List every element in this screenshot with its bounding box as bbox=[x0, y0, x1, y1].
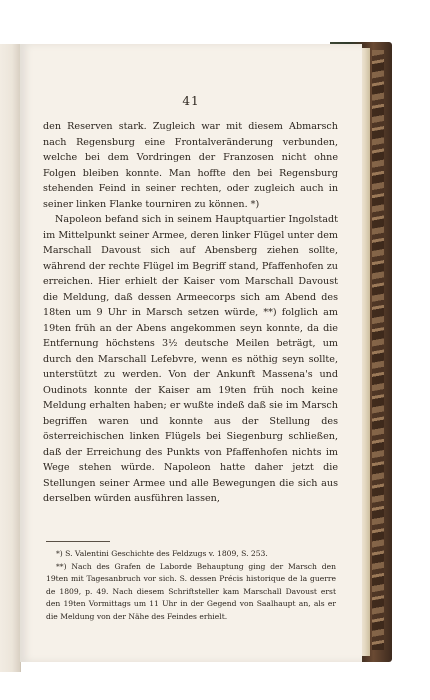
page-number: 41 bbox=[182, 94, 200, 108]
facing-page-edge bbox=[0, 44, 21, 672]
paragraph-2 bbox=[43, 212, 338, 507]
book-page bbox=[20, 44, 362, 662]
marbled-binding bbox=[372, 50, 384, 650]
paragraph-1: den Reserven stark. Zugleich war mit diesem Abmarsch nach Regensburg eine Frontalveränderung verbunden, welche bei dem Vordringen der Franzosen nicht ohne Folgen bleiben konnte. Man hoffte den bei Regensburg stehenden Feind in seiner rechten, oder zugleich auch in seiner linken Flanke tourniren zu können. *) bbox=[43, 121, 338, 210]
paragraph-2-text: Napoleon befand sich in seinem Hauptquartier Ingolstadt im Mittelpunkt seiner Armee, deren linker Flügel unter dem Marschall Davoust sich auf Abensberg ziehen sollte, während der rechte Flügel im Begriff stand, Pfaffenhofen zu erreichen. Hier erhielt der Kaiser vom Marschall Davoust die Meldung, daß dessen Armeecorps sich am Abend des 18ten um 9 Uhr in Marsch setzen würde, **) folglich am 19ten früh an der Abens angekommen seyn konnte, da die Entfernung höchstens 3½ deutsche Meilen beträgt, um durch den Marschall Lefebvre, wenn es nöthig seyn sollte, unterstützt zu werden. Von der Ankunft Massena's und Oudinots konnte der Kaiser am 19ten früh noch keine Meldung erhalten haben; er wußte indeß daß sie im Marsch begriffen waren und konnte aus der Stellung des österreichischen linken Flügels bei Siegenburg schließen, daß der Erreichung des Punkts von Pfaffenhofen nichts im Wege stehen würde. Napoleon hatte daher jetzt die Stellungen seiner Armee und alle Bewegungen die sich aus derselben würden ausführen lassen, bbox=[43, 214, 338, 504]
footnote-1 bbox=[46, 548, 336, 561]
footnote-2-text: **) Nach des Grafen de Laborde Behauptung ging der Marsch den 19ten mit Tagesanbruch vor sich. S. dessen Précis historique de la guerre de 1809, p. 49. Nach diesem Schriftsteller kam Marschall Davoust erst den 19ten Vormittags um 11 Uhr in der Gegend von Saalhaupt an, als er die Meldung von der Nähe des Feindes erhielt. bbox=[46, 561, 336, 621]
footnote-1-text: *) S. Valentini Geschichte des Feldzugs v. 1809, S. 253. bbox=[56, 549, 268, 558]
body-text bbox=[43, 119, 338, 507]
footnotes bbox=[46, 548, 336, 624]
footnote-divider bbox=[46, 541, 110, 542]
footnote-2 bbox=[46, 561, 336, 624]
